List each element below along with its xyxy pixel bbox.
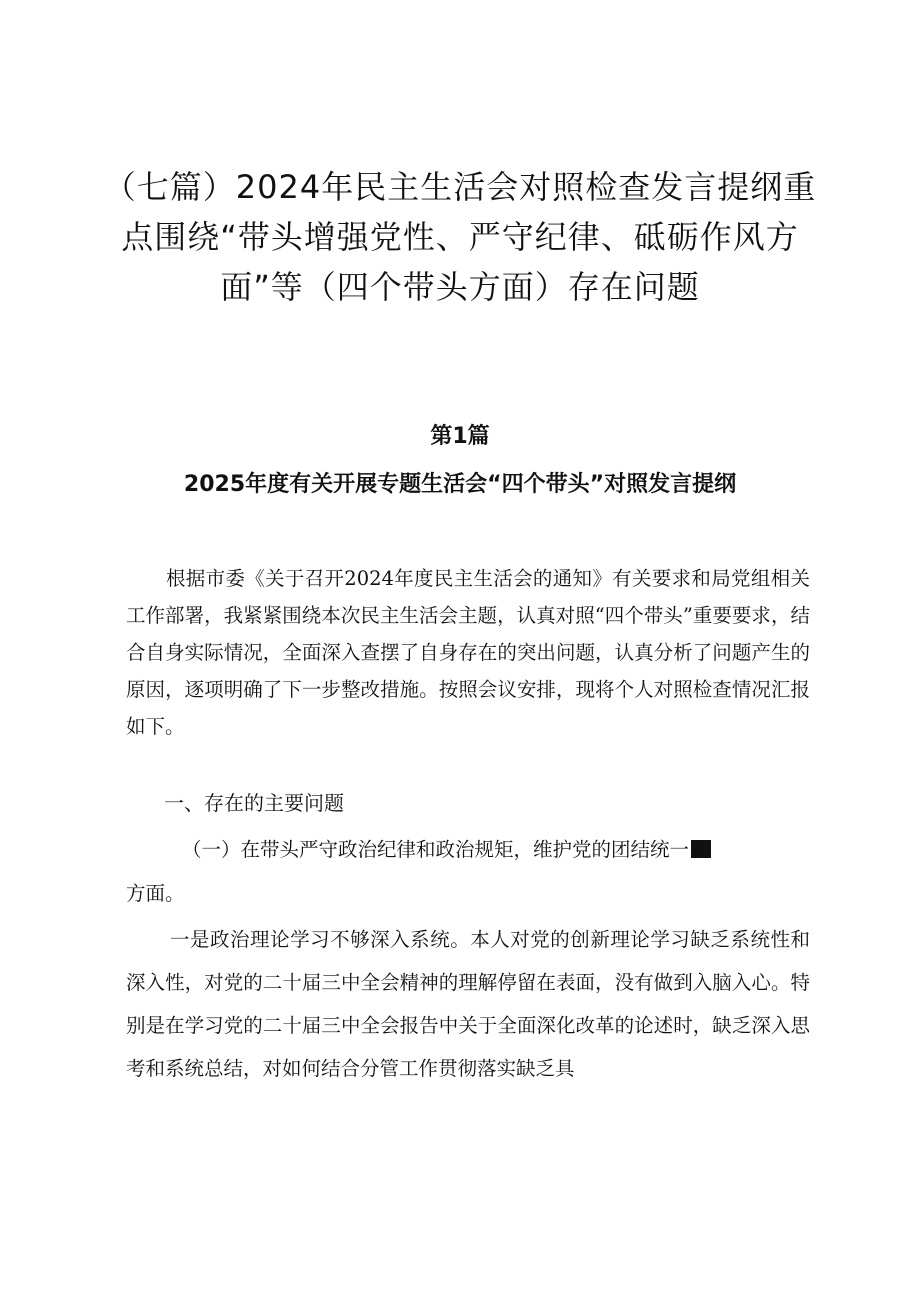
point-one-lead: 一是政治理论学习不够深入系统。 <box>170 928 471 951</box>
document-title: （七篇）2024年民主生活会对照检查发言提纲重点围绕“带头增强党性、严守纪律、砥砺作风方面”等（四个带头方面）存在问题 <box>103 168 817 306</box>
point-one-body: 本人对党的创新理论学习缺乏系统性和深入性，对党的二十届三中全会精神的理解停留在表面，没有做到入脑入心。特别是在学习党的二十届三中全会报告中关于全面深化改革的论述时，缺乏深入思考和系统总结，对如何结合分管工作贯彻落实缺乏具 <box>126 928 810 1080</box>
subsection-one-tail: 方面。 <box>126 882 185 905</box>
subsection-one-text: （一）在带头严守政治纪律和政治规矩，维护党的团结统一 <box>182 838 690 861</box>
subsection-one <box>126 828 810 916</box>
part-subtitle: 2025年度有关开展专题生活会“四个带头”对照发言提纲 <box>183 472 737 497</box>
redaction-block <box>691 840 711 858</box>
intro-paragraph: 根据市委《关于召开2024年度民主生活会的通知》有关要求和局党组相关工作部署，我紧紧围绕本次民主生活会主题，认真对照“四个带头”重要要求，结合自身实际情况，全面深入查摆了自身存在的突出问题，认真分析了问题产生的原因，逐项明确了下一步整改措施。按照会议安排，现将个人对照检查情况汇报如下。 <box>126 567 810 738</box>
point-one-paragraph <box>126 918 810 1090</box>
part-label: 第1篇 <box>430 424 490 449</box>
section-heading-problems: 一、存在的主要问题 <box>164 791 344 815</box>
